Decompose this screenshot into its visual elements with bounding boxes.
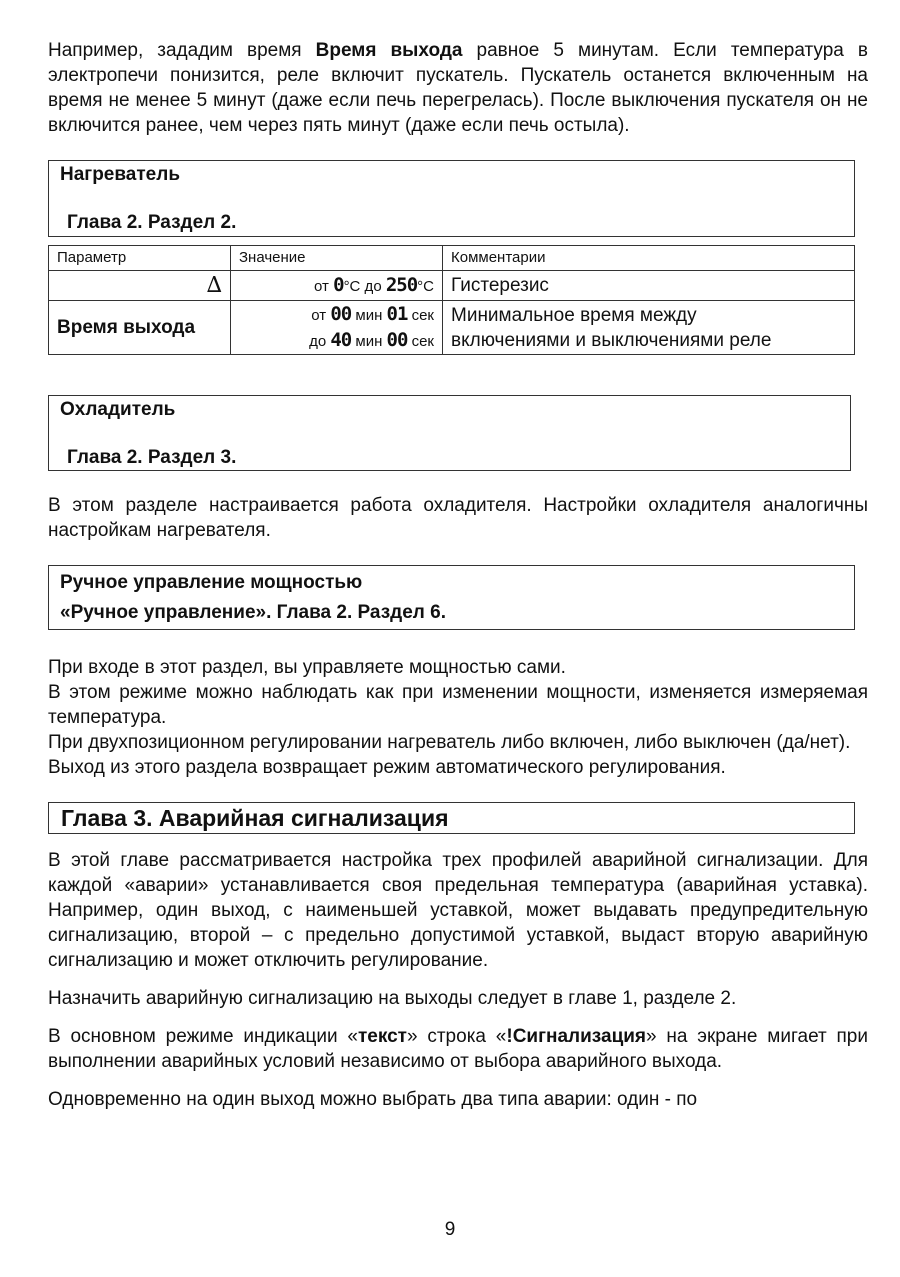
- comment-line: Минимальное время между: [451, 304, 697, 326]
- column-header-parameter: Параметр: [49, 246, 231, 271]
- heater-reference: Глава 2. Раздел 2.: [67, 212, 237, 233]
- from-seconds: 01: [386, 302, 408, 325]
- column-header-value: Значение: [231, 246, 443, 271]
- heater-section-header: [48, 160, 855, 237]
- seconds-unit: сек: [407, 332, 434, 350]
- table-row: [49, 301, 855, 355]
- manual-line: В этом режиме можно наблюдать как при изменении мощности, изменяется измеряемая температура.: [48, 682, 868, 728]
- from-prefix: от: [311, 306, 331, 324]
- exit-time-param: Время выхода: [49, 301, 231, 355]
- intro-text-1: Например, зададим время: [48, 40, 316, 61]
- manual-title: Ручное управление мощностью: [60, 572, 363, 593]
- table-row: [49, 271, 855, 301]
- to-prefix: до: [309, 332, 331, 350]
- range-max-value: 250: [385, 273, 418, 296]
- exit-time-to: [239, 328, 434, 354]
- cooler-title: Охладитель: [60, 399, 176, 420]
- column-header-comment: Комментарии: [443, 246, 855, 271]
- seconds-unit: сек: [407, 306, 434, 324]
- chapter-3-title: Глава 3. Аварийная сигнализация: [48, 802, 855, 834]
- exit-time-comment: [443, 301, 855, 355]
- chapter-3-intro: В этой главе рассматривается настройка трех профилей аварийной сигнализации. Для каждой «аварии» устанавливается своя предельная температура (аварийная уставка). Например, один выход, с наименьшей уставкой, может выдавать предупредительную сигнализацию, второй – с предельно допустимой уставкой, выдаст вторую аварийную сигнализацию и может отключить регулирование.: [48, 850, 868, 971]
- indication-bold-text: текст: [357, 1026, 407, 1047]
- indication-text-3: » на экране мигает при выполнении аварийных условий независимо от выбора аварийного выхода.: [48, 1026, 868, 1072]
- indication-text-2: » строка «: [406, 1026, 507, 1047]
- chapter-3-indication: [48, 1024, 868, 1074]
- intro-text-2: равное 5 минутам. Если температура в электропечи понизится, реле включит пускатель. Пускатель останется включенным на время не менее 5 минут (даже если печь перегрелась). После выключения пускателя он не включится ранее, чем через пять минут (даже если печь остыла).: [48, 40, 868, 136]
- minutes-unit: мин: [351, 306, 387, 324]
- from-minutes: 00: [330, 302, 352, 325]
- range-prefix: от: [314, 277, 334, 295]
- manual-reference: «Ручное управление». Глава 2. Раздел 6.: [60, 602, 446, 623]
- indication-text-1: В основном режиме индикации «: [48, 1026, 358, 1047]
- intro-bold-term: Время выхода: [315, 40, 463, 61]
- page-number: 9: [444, 1219, 456, 1240]
- cooler-reference: Глава 2. Раздел 3.: [67, 447, 237, 468]
- range-min-value: 0: [333, 273, 344, 296]
- heater-title: Нагреватель: [60, 164, 180, 185]
- table-header-row: [49, 246, 855, 271]
- range-unit-1: °С до: [343, 277, 386, 295]
- indication-bold-alarm: !Сигнализация: [506, 1026, 647, 1047]
- manual-line: Выход из этого раздела возвращает режим автоматического регулирования.: [48, 757, 726, 778]
- to-minutes: 40: [330, 328, 352, 351]
- hysteresis-range: [231, 271, 443, 301]
- exit-time-from: [239, 302, 434, 328]
- manual-description: [48, 655, 868, 780]
- exit-time-range: [231, 301, 443, 355]
- to-seconds: 00: [386, 328, 408, 351]
- comment-line: включениями и выключениями реле: [451, 329, 772, 351]
- document-page: [48, 38, 868, 1112]
- manual-line: При двухпозиционном регулировании нагреватель либо включен, либо выключен (да/нет).: [48, 732, 851, 753]
- manual-line: При входе в этот раздел, вы управляете мощностью сами.: [48, 657, 566, 678]
- cooler-description: В этом разделе настраивается работа охладителя. Настройки охладителя аналогичны настройкам нагревателя.: [48, 495, 868, 541]
- intro-paragraph: [48, 38, 868, 138]
- manual-section-header: [48, 565, 855, 630]
- chapter-3-alarm-types: Одновременно на один выход можно выбрать два типа аварии: один - по: [48, 1089, 698, 1110]
- chapter-3-assign: Назначить аварийную сигнализацию на выходы следует в главе 1, разделе 2.: [48, 988, 737, 1009]
- hysteresis-comment: Гистерезис: [443, 271, 855, 301]
- cooler-section-header: [48, 395, 851, 471]
- heater-parameter-table: [48, 245, 855, 355]
- minutes-unit: мин: [351, 332, 387, 350]
- hysteresis-symbol: ∆: [49, 271, 231, 301]
- range-unit-2: °С: [417, 277, 434, 295]
